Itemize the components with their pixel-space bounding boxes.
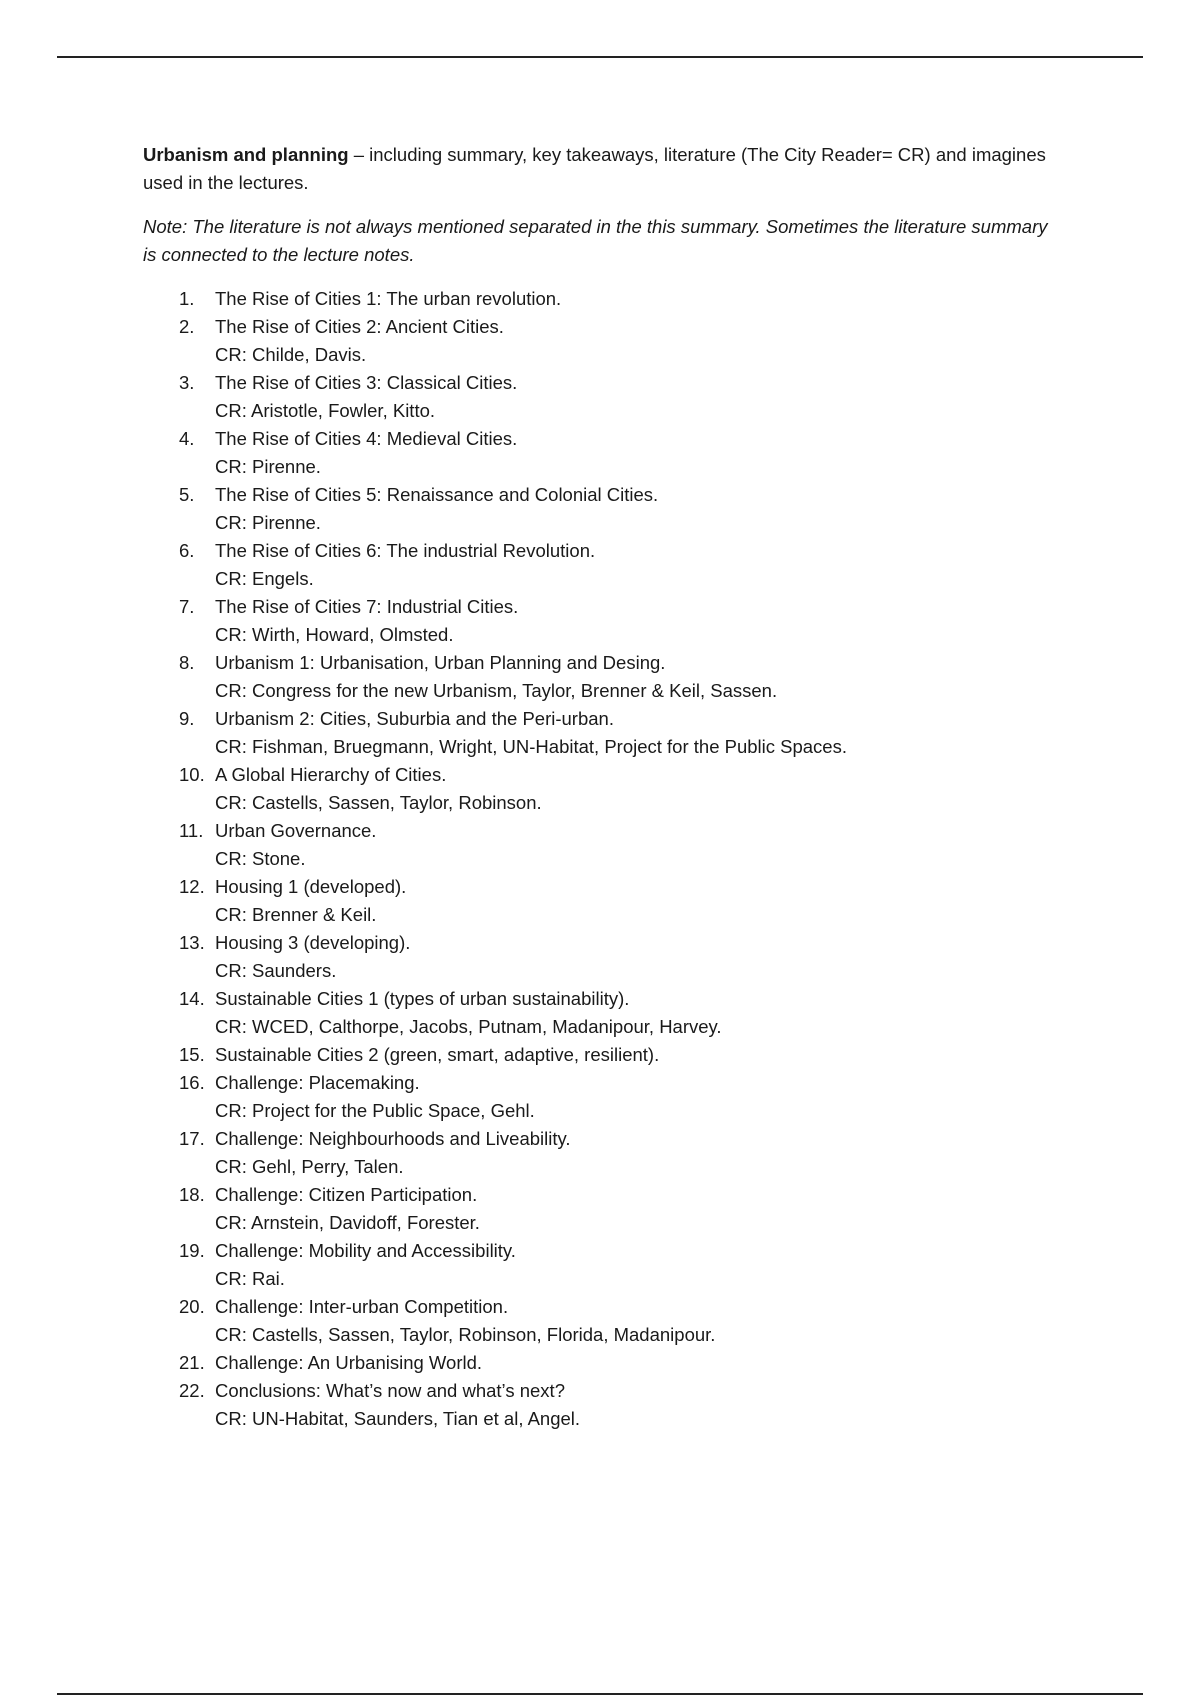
lecture-title: The Rise of Cities 4: Medieval Cities. <box>215 428 518 449</box>
lecture-title: Challenge: Placemaking. <box>215 1072 420 1093</box>
lecture-title: The Rise of Cities 5: Renaissance and Colonial Cities. <box>215 484 659 505</box>
list-item-number: 8. <box>179 652 195 673</box>
list-item <box>143 649 1063 705</box>
lecture-title: Challenge: Mobility and Accessibility. <box>215 1240 516 1261</box>
top-rule <box>57 56 1143 58</box>
list-item-number: 17. <box>179 1128 205 1149</box>
document-title: Urbanism and planning <box>143 144 349 165</box>
list-item <box>143 817 1063 873</box>
lecture-title: The Rise of Cities 7: Industrial Cities. <box>215 596 519 617</box>
list-item <box>143 593 1063 649</box>
list-item-number: 10. <box>179 764 205 785</box>
list-item <box>143 369 1063 425</box>
city-reader-literature: CR: Congress for the new Urbanism, Taylor, Brenner & Keil, Sassen. <box>215 680 778 701</box>
city-reader-literature: CR: Aristotle, Fowler, Kitto. <box>215 400 436 421</box>
document-body <box>143 141 1063 1433</box>
lecture-title: The Rise of Cities 3: Classical Cities. <box>215 372 518 393</box>
list-item-number: 6. <box>179 540 195 561</box>
lecture-title: Challenge: An Urbanising World. <box>215 1352 483 1373</box>
list-item <box>143 285 1063 313</box>
list-item <box>143 985 1063 1041</box>
lecture-title: Challenge: Inter-urban Competition. <box>215 1296 509 1317</box>
list-item-number: 3. <box>179 372 195 393</box>
lecture-title: Urbanism 2: Cities, Suburbia and the Peri-urban. <box>215 708 614 729</box>
list-item-number: 19. <box>179 1240 205 1261</box>
city-reader-literature: CR: Wirth, Howard, Olmsted. <box>215 624 454 645</box>
list-item-number: 13. <box>179 932 205 953</box>
city-reader-literature: CR: Rai. <box>215 1268 285 1289</box>
list-item-number: 9. <box>179 708 195 729</box>
list-item-number: 2. <box>179 316 195 337</box>
lecture-title: Housing 3 (developing). <box>215 932 411 953</box>
list-item <box>143 537 1063 593</box>
lecture-title: Urbanism 1: Urbanisation, Urban Planning and Desing. <box>215 652 666 673</box>
list-item-number: 21. <box>179 1352 205 1373</box>
city-reader-literature: CR: Childe, Davis. <box>215 344 367 365</box>
list-item-number: 1. <box>179 288 195 309</box>
list-item <box>143 1349 1063 1377</box>
note-paragraph: Note: The literature is not always mentioned separated in the this summary. Sometimes the literature summary is connected to the lecture notes. <box>143 216 1048 265</box>
lecture-title: Sustainable Cities 1 (types of urban sustainability). <box>215 988 630 1009</box>
lecture-title: The Rise of Cities 6: The industrial Revolution. <box>215 540 596 561</box>
list-item <box>143 873 1063 929</box>
lecture-title: Sustainable Cities 2 (green, smart, adaptive, resilient). <box>215 1044 660 1065</box>
list-item-number: 18. <box>179 1184 205 1205</box>
city-reader-literature: CR: Saunders. <box>215 960 337 981</box>
list-item <box>143 1377 1063 1433</box>
city-reader-literature: CR: Brenner & Keil. <box>215 904 377 925</box>
city-reader-literature: CR: Stone. <box>215 848 306 869</box>
intro-paragraph <box>143 141 1063 197</box>
lecture-title: A Global Hierarchy of Cities. <box>215 764 447 785</box>
list-item-number: 7. <box>179 596 195 617</box>
lecture-list <box>143 285 1063 1433</box>
lecture-title: The Rise of Cities 1: The urban revolution. <box>215 288 562 309</box>
city-reader-literature: CR: Pirenne. <box>215 512 321 533</box>
city-reader-literature: CR: Arnstein, Davidoff, Forester. <box>215 1212 480 1233</box>
list-item <box>143 425 1063 481</box>
intro-text: – including summary, key takeaways, literature (The City Reader= CR) and imagines used in the lectures. <box>143 144 1046 193</box>
lecture-title: Urban Governance. <box>215 820 377 841</box>
list-item-number: 11. <box>179 820 204 841</box>
list-item <box>143 313 1063 369</box>
city-reader-literature: CR: Pirenne. <box>215 456 321 477</box>
city-reader-literature: CR: Castells, Sassen, Taylor, Robinson, Florida, Madanipour. <box>215 1324 716 1345</box>
city-reader-literature: CR: Castells, Sassen, Taylor, Robinson. <box>215 792 542 813</box>
lecture-title: Conclusions: What’s now and what’s next? <box>215 1380 565 1401</box>
city-reader-literature: CR: WCED, Calthorpe, Jacobs, Putnam, Madanipour, Harvey. <box>215 1016 722 1037</box>
city-reader-literature: CR: UN-Habitat, Saunders, Tian et al, Angel. <box>215 1408 581 1429</box>
list-item-number: 15. <box>179 1044 205 1065</box>
list-item <box>143 1041 1063 1069</box>
lecture-title: Challenge: Citizen Participation. <box>215 1184 478 1205</box>
list-item-number: 16. <box>179 1072 205 1093</box>
list-item <box>143 929 1063 985</box>
city-reader-literature: CR: Project for the Public Space, Gehl. <box>215 1100 535 1121</box>
lecture-title: Challenge: Neighbourhoods and Liveability. <box>215 1128 571 1149</box>
lecture-title: Housing 1 (developed). <box>215 876 407 897</box>
list-item-number: 22. <box>179 1380 205 1401</box>
list-item-number: 14. <box>179 988 205 1009</box>
list-item <box>143 1237 1063 1293</box>
list-item <box>143 1069 1063 1125</box>
list-item <box>143 481 1063 537</box>
list-item-number: 5. <box>179 484 195 505</box>
lecture-title: The Rise of Cities 2: Ancient Cities. <box>215 316 504 337</box>
list-item-number: 12. <box>179 876 205 897</box>
city-reader-literature: CR: Engels. <box>215 568 314 589</box>
city-reader-literature: CR: Gehl, Perry, Talen. <box>215 1156 404 1177</box>
bottom-rule <box>57 1693 1143 1695</box>
list-item <box>143 1181 1063 1237</box>
list-item <box>143 1125 1063 1181</box>
list-item <box>143 1293 1063 1349</box>
list-item <box>143 761 1063 817</box>
list-item-number: 4. <box>179 428 195 449</box>
list-item <box>143 705 1063 761</box>
list-item-number: 20. <box>179 1296 205 1317</box>
city-reader-literature: CR: Fishman, Bruegmann, Wright, UN-Habitat, Project for the Public Spaces. <box>215 736 847 757</box>
